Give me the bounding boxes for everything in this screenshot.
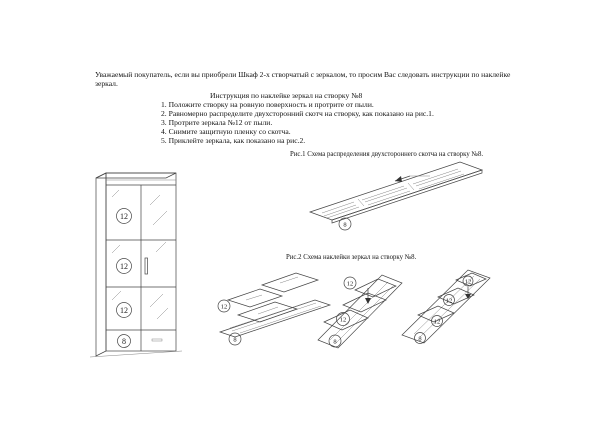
callout-12-stage2-label: 12 [339,316,347,324]
figure-2-stage-3 [402,270,490,344]
step-5: 5. Приклейте зеркала, как показано на рис.2. [161,136,306,145]
step-2: 2. Равномерно распределите двухсторонний скотч на створку, как показано на рис.1. [161,109,434,118]
figure-2-stage-2 [318,275,402,348]
callout-12-top-label: 12 [120,212,128,221]
step-3: 3. Протрите зеркала №12 от пыли. [161,118,273,127]
callout-12-bottom-label: 12 [120,306,128,315]
callout-8-fig1-label: 8 [343,221,347,229]
callout-12-middle-label: 12 [120,262,128,271]
instruction-heading: Инструкция по наклейке зеркал на створку №8 [210,91,363,100]
figure-2-stage-1 [218,273,330,345]
figure-2-caption: Рис.2 Схема наклейки зеркал на створку №8. [286,254,417,261]
callout-12-stage3-mid-label: 12 [445,297,453,305]
step-4: 4. Снимите защитную пленку со скотча. [161,127,291,136]
callout-12-stage3-top-label: 12 [464,278,472,286]
intro-text: Уважаемый покупатель, если вы приобрели Шкаф 2-х створчатый с зеркалом, то просим Вас следовать инструкции по наклейке зеркал. [95,70,511,88]
callout-8-wardrobe-label: 8 [122,337,126,346]
figure-1-illustration [310,162,482,230]
wardrobe-illustration [90,173,182,357]
step-1: 1. Положите створку на ровную поверхность и протрите от пыли. [161,100,374,109]
callout-12-stage2-top-label: 12 [346,280,354,288]
callout-8-stage1-label: 8 [233,336,237,344]
callout-8-stage3-label: 8 [418,335,422,343]
callout-12-stage1-label: 12 [220,303,228,311]
callout-8-stage2-label: 8 [333,338,337,346]
figure-1-caption: Рис.1 Схема распределения двухстороннего скотча на створку №8. [290,151,484,158]
callout-12-stage3-low-label: 12 [433,318,441,326]
